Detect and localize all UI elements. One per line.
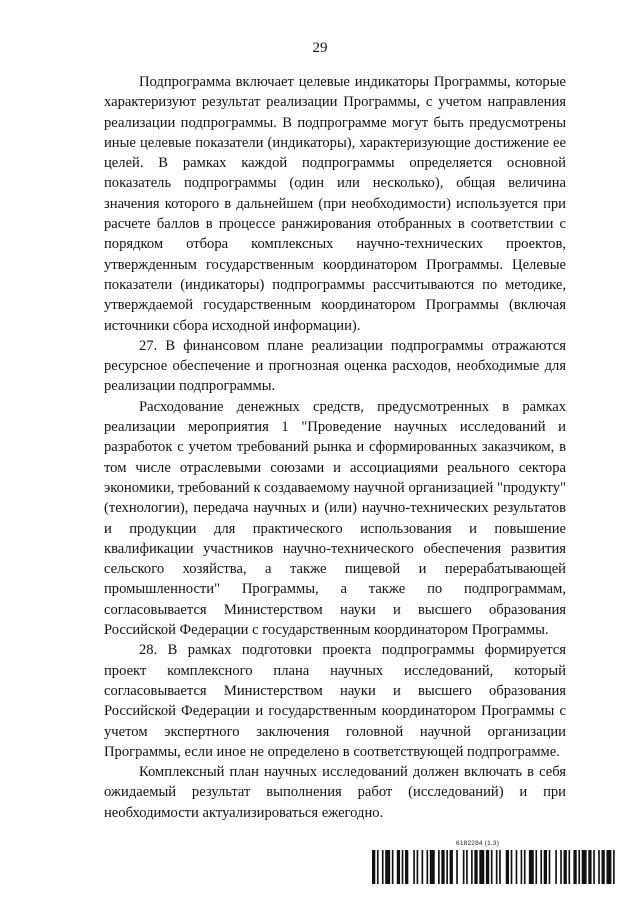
- barcode-bar: [422, 850, 424, 884]
- barcode-bar: [446, 850, 448, 884]
- barcode-bar: [606, 850, 611, 884]
- barcode-bar: [426, 850, 428, 884]
- barcode-block: [372, 840, 618, 884]
- page-number: 29: [312, 40, 328, 56]
- barcode-bar: [540, 850, 542, 884]
- barcode-bar: [392, 850, 394, 884]
- paragraph-spending-funds: Расходование денежных средств, предусмотренных в рамках реализации мероприятия 1 "Проведение научных исследований и разработок с учетом требований рынка и сформированных заказчиком, в том числе отраслевыми союзами и ассоциациями реального сектора экономики, требований к создаваемому научной организацией "продукту" (технологии), передача научных и (или) научно-технических результатов и продукции для практического использования и повышение квалификации участников научно-технического обеспечения развития сельского хозяйства, а также пищевой и перерабатывающей промышленности" Программы, а также по подпрограммам, согласовывается Министерством науки и высшего образования Российской Федерации с государственным координатором Программы.: [104, 398, 566, 639]
- barcode-bar: [496, 850, 498, 884]
- paragraph-research-plan-content: Комплексный план научных исследований должен включать в себя ожидаемый результат выполнения работ (исследований) и при необходимости актуализироваться ежегодно.: [104, 764, 566, 821]
- barcode-bar: [463, 850, 465, 884]
- barcode-bar: [397, 850, 400, 884]
- barcode-bar: [524, 850, 526, 884]
- barcode-bar: [549, 850, 551, 884]
- barcode-bar: [529, 850, 534, 884]
- barcode-caption: 6182284 (1.3): [456, 840, 500, 847]
- barcode-bar: [405, 850, 408, 884]
- barcode-bar: [568, 850, 570, 884]
- barcode-bar: [479, 850, 484, 884]
- barcode-bar: [506, 850, 509, 884]
- barcode-bar: [441, 850, 444, 884]
- barcode-bar: [486, 850, 489, 884]
- barcode-bar: [466, 850, 468, 884]
- barcode-bar: [564, 850, 567, 884]
- barcode-bar: [402, 850, 404, 884]
- barcode-bar: [471, 850, 473, 884]
- barcode-bar: [521, 850, 523, 884]
- barcode-bar: [430, 850, 435, 884]
- barcode-bar: [535, 850, 537, 884]
- barcode-bar: [598, 850, 600, 884]
- barcode-bar: [382, 850, 384, 884]
- paragraph-financial-plan: 27. В финансовом плане реализации подпрограммы отражаются ресурсное обеспечение и прогнозная оценка расходов, необходимые для реализации подпрограммы.: [104, 337, 566, 395]
- barcode-bar: [456, 850, 458, 884]
- barcode-bar: [555, 850, 557, 884]
- barcode-bar: [499, 850, 501, 884]
- paragraph-research-plan-draft: 28. В рамках подготовки проекта подпрограммы формируется проект комплексного плана научных исследований, который согласовывается Министерством науки и высшего образования Российской Федерации и государственным координатором Программы с учетом экспертного заключения головной научной организации Программы, если иное не определено в соответствующей подпрограмме.: [104, 642, 566, 760]
- barcode-bar: [578, 850, 580, 884]
- barcode-bar: [474, 850, 477, 884]
- barcode-icon: [372, 850, 618, 884]
- barcode-bar: [377, 850, 379, 884]
- barcode-bar: [601, 850, 604, 884]
- barcode-bar: [588, 850, 591, 884]
- barcode-bar: [560, 850, 562, 884]
- barcode-bar: [593, 850, 595, 884]
- barcode-bar: [450, 850, 453, 884]
- barcode-bar: [491, 850, 493, 884]
- barcode-bar: [438, 850, 440, 884]
- barcode-bar: [511, 850, 513, 884]
- barcode-bar: [516, 850, 518, 884]
- barcode-bar: [582, 850, 587, 884]
- barcode-bar: [372, 850, 375, 884]
- barcode-bar: [613, 850, 615, 884]
- body-text: [104, 72, 566, 823]
- barcode-bar: [544, 850, 547, 884]
- barcode-bar: [385, 850, 390, 884]
- barcode-bar: [573, 850, 576, 884]
- barcode-bar: [417, 850, 419, 884]
- barcode-bar: [413, 850, 415, 884]
- paragraph-subprogram-indicators: Подпрограмма включает целевые индикаторы Программы, которые характеризуют результат реализации Программы, с учетом направления реализации подпрограммы. В подпрограмме могут быть предусмотрены иные целевые показатели (индикаторы), характеризующие достижение ее целей. В рамках каждой подпрограммы определяется основной показатель подпрограммы (один или несколько), общая величина значения которого в дальнейшем (при необходимости) используется при расчете баллов в процессе ранжирования отобранных в соответствии с порядком отбора комплексных научно-технических проектов, утвержденным государственным координатором Программы. Целевые показатели (индикаторы) подпрограммы рассчитываются по методике, утверждаемой государственным координатором Программы (включая источники сбора исходной информации).: [104, 74, 566, 334]
